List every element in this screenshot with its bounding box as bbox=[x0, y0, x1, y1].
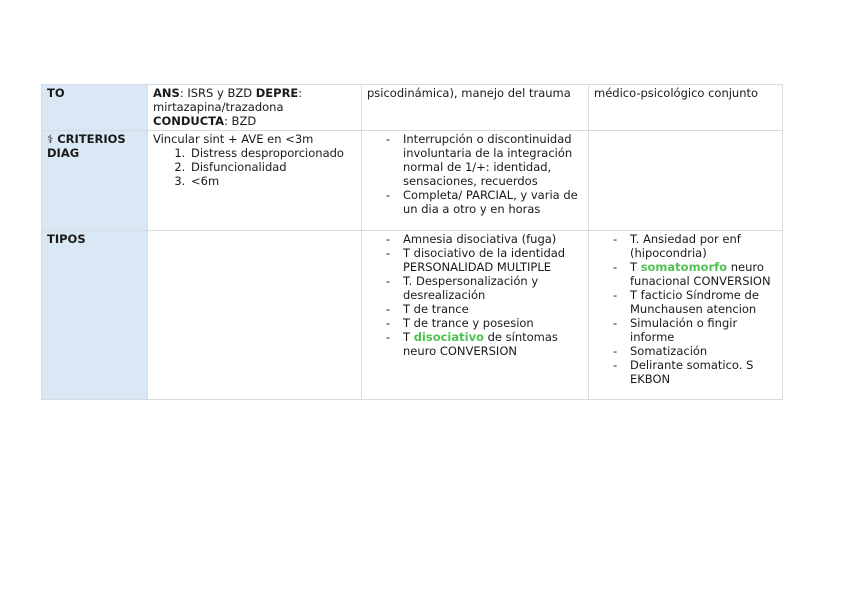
document-table bbox=[41, 84, 783, 400]
list-item: 1. Distress desproporcionado bbox=[189, 146, 356, 160]
cell-to-management bbox=[589, 85, 783, 131]
table-row-tipos bbox=[42, 231, 783, 400]
row-header-label: ⚕ CRITERIOS DIAG bbox=[47, 132, 126, 160]
conducta-label: CONDUCTA bbox=[153, 114, 225, 128]
depre-text: : mirtazapina/trazadona bbox=[153, 86, 303, 114]
item-text-pre: T bbox=[630, 260, 641, 274]
cell-criterios-dissociative bbox=[362, 131, 589, 231]
list-item bbox=[630, 260, 777, 288]
item-text-post: neuro funacional CONVERSION bbox=[630, 260, 771, 288]
list-item: - T de trance y posesion bbox=[403, 316, 583, 330]
item-text-pre: T bbox=[403, 330, 414, 344]
row-header-to bbox=[42, 85, 148, 131]
tipos-dissociative-list bbox=[367, 232, 583, 358]
list-item: - Somatización bbox=[630, 344, 777, 358]
ans-label: ANS bbox=[153, 86, 180, 100]
ans-text: : ISRS y BZD bbox=[179, 86, 256, 100]
criterios-dash-list bbox=[367, 132, 583, 216]
list-item: - Delirante somatico. S EKBON bbox=[630, 358, 777, 386]
depre-label: DEPRE bbox=[255, 86, 299, 100]
table-row-criterios bbox=[42, 131, 783, 231]
cell-tipos-dissociative bbox=[362, 231, 589, 400]
highlight-somatomorfo: somatomorfo bbox=[640, 260, 728, 274]
criterios-intro: Vincular sint + AVE en <3m bbox=[153, 132, 314, 146]
highlight-disociativo: disociativo bbox=[413, 330, 484, 344]
list-item: - Completa/ PARCIAL, y varia de un dia a otro y en horas bbox=[403, 188, 583, 216]
list-item: - T disociativo de la identidad PERSONALIDAD MULTIPLE bbox=[403, 246, 583, 274]
list-item: - T de trance bbox=[403, 302, 583, 316]
list-item: - Simulación o fingir informe bbox=[630, 316, 777, 344]
row-header-label: TIPOS bbox=[47, 232, 86, 246]
row-header-label: TO bbox=[47, 86, 65, 100]
list-item: - Amnesia disociativa (fuga) bbox=[403, 232, 583, 246]
cell-text: médico-psicológico conjunto bbox=[594, 86, 759, 100]
cell-to-pharmacology bbox=[148, 85, 362, 131]
list-item: - T facticio Síndrome de Munchausen atencion bbox=[630, 288, 777, 316]
list-item: - Interrupción o discontinuidad involuntaria de la integración normal de 1/+: identidad, sensaciones, recuerdos bbox=[403, 132, 583, 188]
row-header-criterios bbox=[42, 131, 148, 231]
cell-tipos-somatic bbox=[589, 231, 783, 400]
criterios-numbered-list bbox=[153, 146, 356, 188]
cell-text: psicodinámica), manejo del trauma bbox=[367, 86, 571, 100]
list-item: 2. Disfuncionalidad bbox=[189, 160, 356, 174]
cell-criterios-somatic bbox=[148, 131, 362, 231]
list-item bbox=[403, 330, 583, 358]
row-header-tipos bbox=[42, 231, 148, 400]
tipos-somatic-list bbox=[594, 232, 777, 386]
list-item: - T. Ansiedad por enf (hipocondria) bbox=[630, 232, 777, 260]
conducta-text: : BZD bbox=[224, 114, 257, 128]
table-row-to bbox=[42, 85, 783, 131]
list-item: 3. <6m bbox=[189, 174, 356, 188]
cell-tipos-empty bbox=[148, 231, 362, 400]
list-item: - T. Despersonalización y desrealización bbox=[403, 274, 583, 302]
cell-to-psychotherapy bbox=[362, 85, 589, 131]
cell-criterios-empty bbox=[589, 131, 783, 231]
item-text-post: de síntomas neuro CONVERSION bbox=[403, 330, 558, 358]
